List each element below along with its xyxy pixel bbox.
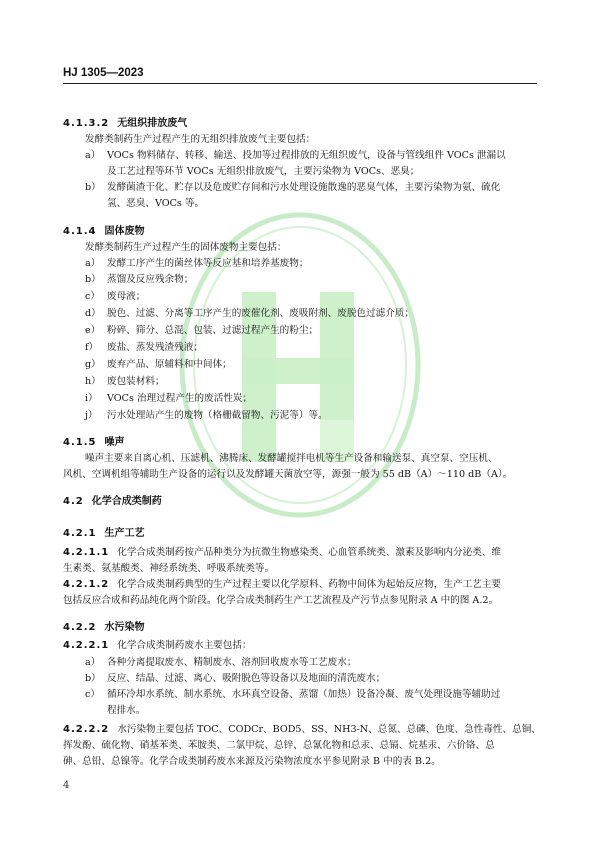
heading-4-2: 4.2 化学合成类制药 bbox=[63, 496, 162, 507]
paragraph: 4.2.2.1 化学合成类制药废水主要包括： bbox=[63, 640, 252, 651]
paragraph: 4.2.1.2 化学合成类制药典型的生产过程主要以化学原料、药物中间体为起始反应物，生产工艺主要 bbox=[63, 579, 501, 590]
paragraph: 发酵类制药生产过程产生的固体废物主要包括： bbox=[85, 242, 287, 253]
list-item: b） 发酵菌渣干化、贮存以及危废贮存间和污水处理设施散逸的恶臭气体，主要污染物为氨、硫化 bbox=[85, 182, 501, 193]
list-item: a） VOCs 物料储存、转移、输送、投加等过程排放的无组织废气，设备与管线组件 VOCs 泄漏以 bbox=[85, 150, 506, 161]
heading-4-1-3-2: 4.1.3.2 无组织排放废气 bbox=[63, 118, 188, 129]
list-item: f） 废盐、蒸发残渣残液； bbox=[85, 342, 203, 353]
list-item-cont: 及工艺过程等环节 VOCs 无组织排放废气，主要污染物为 VOCs、恶臭； bbox=[107, 166, 420, 177]
list-item-cont: 氢、恶臭、VOCs 等。 bbox=[107, 198, 205, 209]
paragraph: 4.2.2.2 水污染物主要包括 TOC、CODCr、BOD5、SS、NH3-N、总氮、总磷、色度、急性毒性、总铜、 bbox=[63, 724, 541, 735]
doc-header: HJ 1305—2023 bbox=[63, 67, 144, 79]
paragraph: 挥发酚、硫化物、硝基苯类、苯胺类、二氯甲烷、总锌、总氰化物和总汞、总镉、烷基汞、六价铬、总 bbox=[63, 740, 495, 751]
list-item: i） VOCs 治理过程产生的废活性炭； bbox=[85, 393, 253, 404]
list-item: c） 循环冷却水系统、制水系统、水环真空设备、蒸馏（加热）设备冷凝、废气处理设施等辅助过 bbox=[85, 689, 501, 700]
list-item: e） 粉碎、筛分、总混、包装、过滤过程产生的粉尘； bbox=[85, 325, 319, 336]
list-item: a） 各种分离提取废水、精制废水、溶剂回收废水等工艺废水； bbox=[85, 657, 357, 668]
heading-4-2-2: 4.2.2 水污染物 bbox=[63, 622, 145, 633]
list-item: b） 蒸馏及反应残余物； bbox=[85, 274, 194, 285]
list-item-cont: 程排水。 bbox=[107, 705, 146, 716]
paragraph: 噪声主要来自离心机、压滤机、沸腾床、发酵罐搅拌电机等生产设备和输送泵、真空泵、空压机、 bbox=[85, 453, 498, 464]
header-rule bbox=[63, 83, 537, 84]
heading-4-2-1: 4.2.1 生产工艺 bbox=[63, 528, 145, 539]
list-item: b） 反应、结晶、过滤、离心、吸附脱色等设备以及地面的清洗废水； bbox=[85, 673, 386, 684]
list-item: g） 废弃产品、原辅料和中间体； bbox=[85, 359, 232, 370]
list-item: a） 发酵工序产生的菌丝体等反应基和培养基废物； bbox=[85, 258, 309, 269]
heading-4-1-4: 4.1.4 固体废物 bbox=[63, 226, 145, 237]
paragraph: 生素类、氨基酸类、神经系统类、呼吸系统类等。 bbox=[63, 563, 275, 574]
list-item: j） 污水处理站产生的废物（格栅截留物、污泥等）等。 bbox=[85, 410, 328, 421]
paragraph: 砷、总铅、总镍等。化学合成类制药废水来源及污染物浓度水平参见附录 B 中的表 B.2。 bbox=[63, 756, 441, 767]
paragraph: 发酵类制药生产过程产生的无组织排放废气主要包括： bbox=[85, 134, 316, 145]
paragraph: 风机、空调机组等辅助生产设备的运行以及发酵罐天菌放空等，源强一般为 55 dB（A）～110 dB（A）。 bbox=[63, 469, 513, 480]
list-item: d） 脱色、过滤、分离等工序产生的废催化剂、废吸附剂、废脱色过滤介质； bbox=[85, 308, 414, 319]
list-item: h） 废包装材料； bbox=[85, 376, 165, 387]
paragraph: 4.2.1.1 化学合成类制药按产品种类分为抗微生物感染类、心血管系统类、激素及影响内分泌类、维 bbox=[63, 547, 501, 558]
list-item: c） 废母液； bbox=[85, 291, 146, 302]
page-number: 4 bbox=[63, 780, 70, 791]
heading-4-1-5: 4.1.5 噪声 bbox=[63, 437, 125, 448]
paragraph: 包括反应合成和药品纯化两个阶段。化学合成类制药生产工艺流程及产污节点参见附录 A 中的图 A.2。 bbox=[63, 595, 499, 606]
